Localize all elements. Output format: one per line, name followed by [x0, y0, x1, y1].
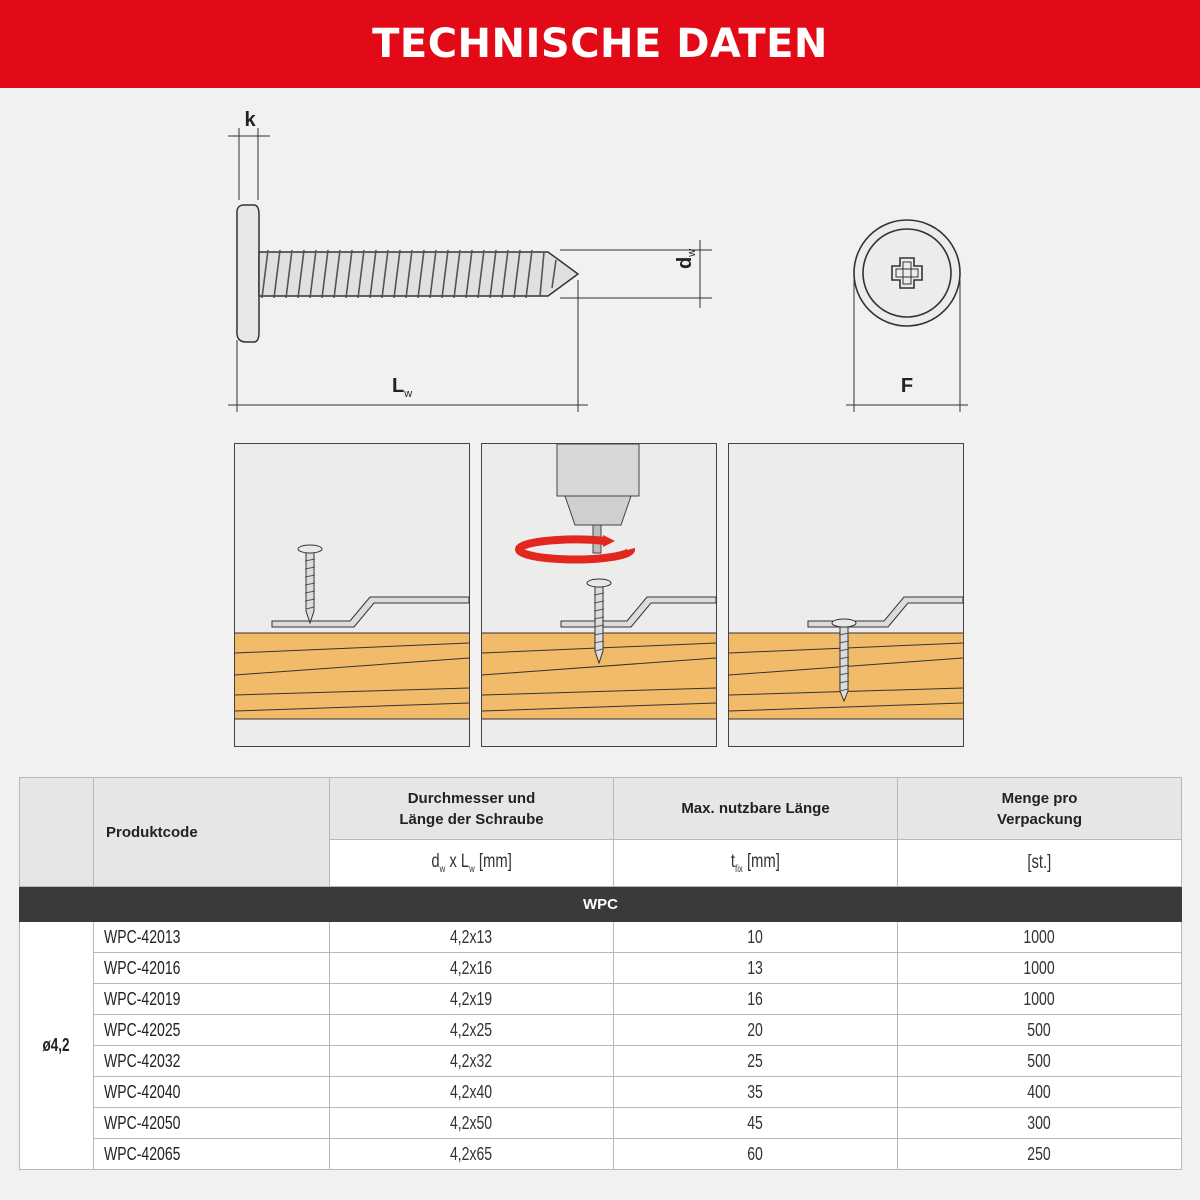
- table-row: [20, 1108, 1182, 1139]
- quantity-value-cell: [898, 1108, 1182, 1139]
- screw-size: 4,2x50: [450, 1112, 493, 1133]
- screw-size-cell: [330, 1139, 614, 1170]
- screw-size-cell: [330, 984, 614, 1015]
- product-code-cell: [94, 1108, 330, 1139]
- tfix-value-cell: [614, 922, 898, 953]
- tfix-value-cell: [614, 1108, 898, 1139]
- product-code: WPC-42016: [104, 957, 181, 978]
- technical-data-table: [19, 777, 1181, 1170]
- header-quantity: [898, 778, 1182, 840]
- tfix-value: 16: [747, 988, 764, 1009]
- k-dimension: [228, 128, 270, 200]
- table-row: [20, 1077, 1182, 1108]
- product-code: WPC-42032: [104, 1050, 181, 1071]
- quantity-value: 500: [1027, 1019, 1052, 1040]
- product-code-cell: [94, 922, 330, 953]
- screw-size-cell: [330, 1108, 614, 1139]
- diameter-cell: [20, 922, 94, 1170]
- product-code-cell: [94, 1015, 330, 1046]
- product-code: WPC-42019: [104, 988, 181, 1009]
- corner-header-cell: [20, 778, 94, 887]
- L-label-sub: w: [404, 388, 413, 400]
- screw-head-top-view: [854, 220, 960, 326]
- screw-size: 4,2x40: [450, 1081, 493, 1102]
- table-row: [20, 984, 1182, 1015]
- table-row: [20, 953, 1182, 984]
- screw-size: 4,2x16: [450, 957, 493, 978]
- installation-step-1: [234, 443, 470, 747]
- tfix-value: 13: [747, 957, 764, 978]
- unit-tfix: [614, 840, 898, 887]
- product-code-cell: [94, 1046, 330, 1077]
- tfix-value: 25: [747, 1050, 764, 1071]
- tfix-value-cell: [614, 1077, 898, 1108]
- table-row: [20, 922, 1182, 953]
- quantity-value-cell: [898, 953, 1182, 984]
- unit-x: x: [445, 851, 461, 873]
- quantity-value-cell: [898, 1139, 1182, 1170]
- tfix-value: 20: [747, 1019, 764, 1040]
- screw-size-cell: [330, 922, 614, 953]
- screw-size-cell: [330, 1046, 614, 1077]
- header-quantity-line1: Menge pro: [1001, 789, 1078, 807]
- table-row: [20, 1015, 1182, 1046]
- unit-L: L: [460, 851, 470, 873]
- product-code: WPC-42065: [104, 1143, 181, 1164]
- screw-side-view: [237, 205, 578, 342]
- product-code: WPC-42025: [104, 1019, 181, 1040]
- screw-size: 4,2x19: [450, 988, 493, 1009]
- d-label-main: d: [674, 256, 696, 269]
- quantity-value: 1000: [1023, 957, 1056, 978]
- unit-L-sub: w: [469, 863, 475, 875]
- unit-d: d: [431, 851, 440, 873]
- unit-t-sub: fix: [735, 863, 743, 875]
- quantity-value-cell: [898, 1015, 1182, 1046]
- header-dimension-line2: Länge der Schraube: [399, 810, 544, 828]
- tfix-value-cell: [614, 1015, 898, 1046]
- tfix-value: 35: [747, 1081, 764, 1102]
- unit-st: [st.]: [1027, 852, 1052, 873]
- product-code-cell: [94, 953, 330, 984]
- quantity-value: 300: [1027, 1112, 1052, 1133]
- quantity-value-cell: [898, 1077, 1182, 1108]
- header-produktcode: Produktcode: [94, 778, 330, 887]
- header-dimension-line1: Durchmesser und: [407, 789, 536, 807]
- screw-size-cell: [330, 1015, 614, 1046]
- wood-board: [235, 633, 469, 719]
- product-code: WPC-42013: [104, 926, 181, 947]
- product-code-cell: [94, 1139, 330, 1170]
- k-label: k: [244, 109, 256, 131]
- quantity-value-cell: [898, 1046, 1182, 1077]
- table-row: [20, 1046, 1182, 1077]
- quantity-value: 250: [1027, 1143, 1052, 1164]
- header-tfix: Max. nutzbare Länge: [614, 778, 898, 840]
- header-quantity-line2: Verpackung: [996, 810, 1083, 828]
- diameter-label: ø4,2: [42, 1035, 71, 1055]
- quantity-value: 1000: [1023, 988, 1056, 1009]
- header-banner: [0, 0, 1200, 88]
- tfix-value: 45: [747, 1112, 764, 1133]
- d-label: [674, 249, 698, 269]
- screw-size: 4,2x32: [450, 1050, 493, 1071]
- table-row: [20, 1139, 1182, 1170]
- quantity-value: 1000: [1023, 926, 1056, 947]
- tfix-value: 10: [747, 926, 764, 947]
- product-code-cell: [94, 984, 330, 1015]
- product-code: WPC-42050: [104, 1112, 181, 1133]
- installation-step-3: [728, 443, 964, 747]
- L-label-main: L: [392, 375, 405, 397]
- installation-step-2: [481, 443, 717, 747]
- unit-t: t: [731, 851, 736, 873]
- quantity-value-cell: [898, 922, 1182, 953]
- tfix-value-cell: [614, 984, 898, 1015]
- product-code: WPC-42040: [104, 1081, 181, 1102]
- unit-tfix-mm: [mm]: [742, 851, 780, 873]
- tfix-value: 60: [747, 1143, 764, 1164]
- unit-mm: [mm]: [474, 851, 512, 873]
- quantity-value-cell: [898, 984, 1182, 1015]
- group-label: WPC: [20, 887, 1182, 922]
- quantity-value: 400: [1027, 1081, 1052, 1102]
- d-label-sub: w: [686, 248, 698, 257]
- screw-size-cell: [330, 1077, 614, 1108]
- product-code-cell: [94, 1077, 330, 1108]
- screw-technical-drawing: [0, 88, 1200, 433]
- F-label: F: [900, 375, 914, 397]
- screw-size: 4,2x65: [450, 1143, 493, 1164]
- unit-quantity: [898, 840, 1182, 887]
- tfix-value-cell: [614, 1139, 898, 1170]
- screw-size-cell: [330, 953, 614, 984]
- screw-size: 4,2x13: [450, 926, 493, 947]
- screw-size: 4,2x25: [450, 1019, 493, 1040]
- quantity-value: 500: [1027, 1050, 1052, 1071]
- page-title: TECHNISCHE DATEN: [372, 21, 828, 67]
- header-dimension: [330, 778, 614, 840]
- tfix-value-cell: [614, 1046, 898, 1077]
- L-label: [392, 375, 412, 400]
- tfix-value-cell: [614, 953, 898, 984]
- unit-d-sub: w: [439, 863, 446, 875]
- unit-dimension: [330, 840, 614, 887]
